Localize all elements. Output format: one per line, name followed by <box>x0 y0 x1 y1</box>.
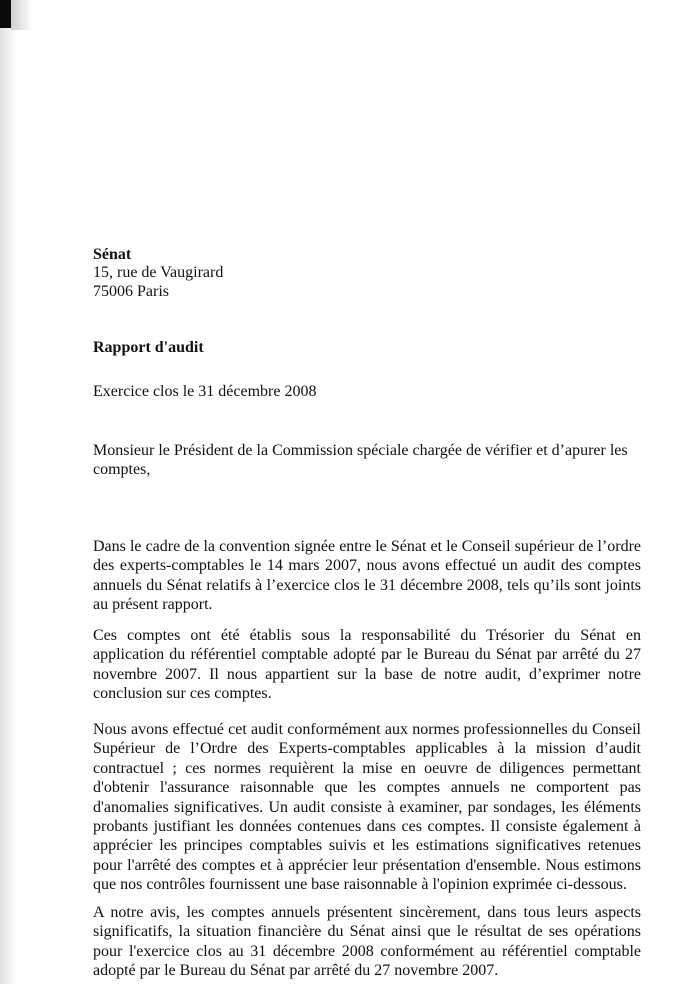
paragraph-opinion: A notre avis, les comptes annuels présentent sincèrement, dans tous leurs aspects significatifs, la situation financière du Sénat ainsi que le résultat de ses opérations pour l'exercice clos au 31 décembre 2008 conformément au référentiel comptable adopté par le Bureau du Sénat par arrêté du 27 novembre 2007. <box>93 904 641 980</box>
organization-name: Sénat <box>93 246 132 263</box>
document-title: Rapport d'audit <box>93 339 204 356</box>
salutation: Monsieur le Président de la Commission spéciale chargée de vérifier et d’apurer les comptes, <box>93 442 628 479</box>
scan-corner-fade <box>11 0 33 30</box>
address-street: 15, rue de Vaugirard <box>93 264 224 281</box>
fiscal-period: Exercice clos le 31 décembre 2008 <box>93 383 317 400</box>
scan-edge-shadow <box>0 0 16 984</box>
scan-corner-mark <box>0 0 11 28</box>
paragraph-methodology: Nous avons effectué cet audit conformément aux normes professionnelles du Conseil Supérieur de l’Ordre des Experts-comptables applicables à la mission d’audit contractuel ; ces normes requièrent la mise en oeuvre de diligences permettant d'obtenir l'assurance raisonnable que les comptes annuels ne comportent pas d'anomalies significatives. Un audit consiste à examiner, par sondages, les éléments probants justifiant les données contenues dans ces comptes. Il consiste également à apprécier les principes comptables suivis et les estimations significatives retenues pour l'arrêté des comptes et à apprécier leur présentation d'ensemble. Nous estimons que nos contrôles fournissent une base raisonnable à l'opinion exprimée ci-dessous. <box>93 721 641 894</box>
paragraph-scope: Dans le cadre de la convention signée entre le Sénat et le Conseil supérieur de l’ordre des experts-comptables le 14 mars 2007, nous avons effectué un audit des comptes annuels du Sénat relatifs à l’exercice clos le 31 décembre 2008, tels qu’ils sont joints au présent rapport. <box>93 538 641 614</box>
paragraph-responsibility: Ces comptes ont été établis sous la responsabilité du Trésorier du Sénat en application du référentiel comptable adopté par le Bureau du Sénat par arrêté du 27 novembre 2007. Il nous appartient sur la base de notre audit, d’exprimer notre conclusion sur ces comptes. <box>93 627 641 703</box>
address-city: 75006 Paris <box>93 283 169 300</box>
